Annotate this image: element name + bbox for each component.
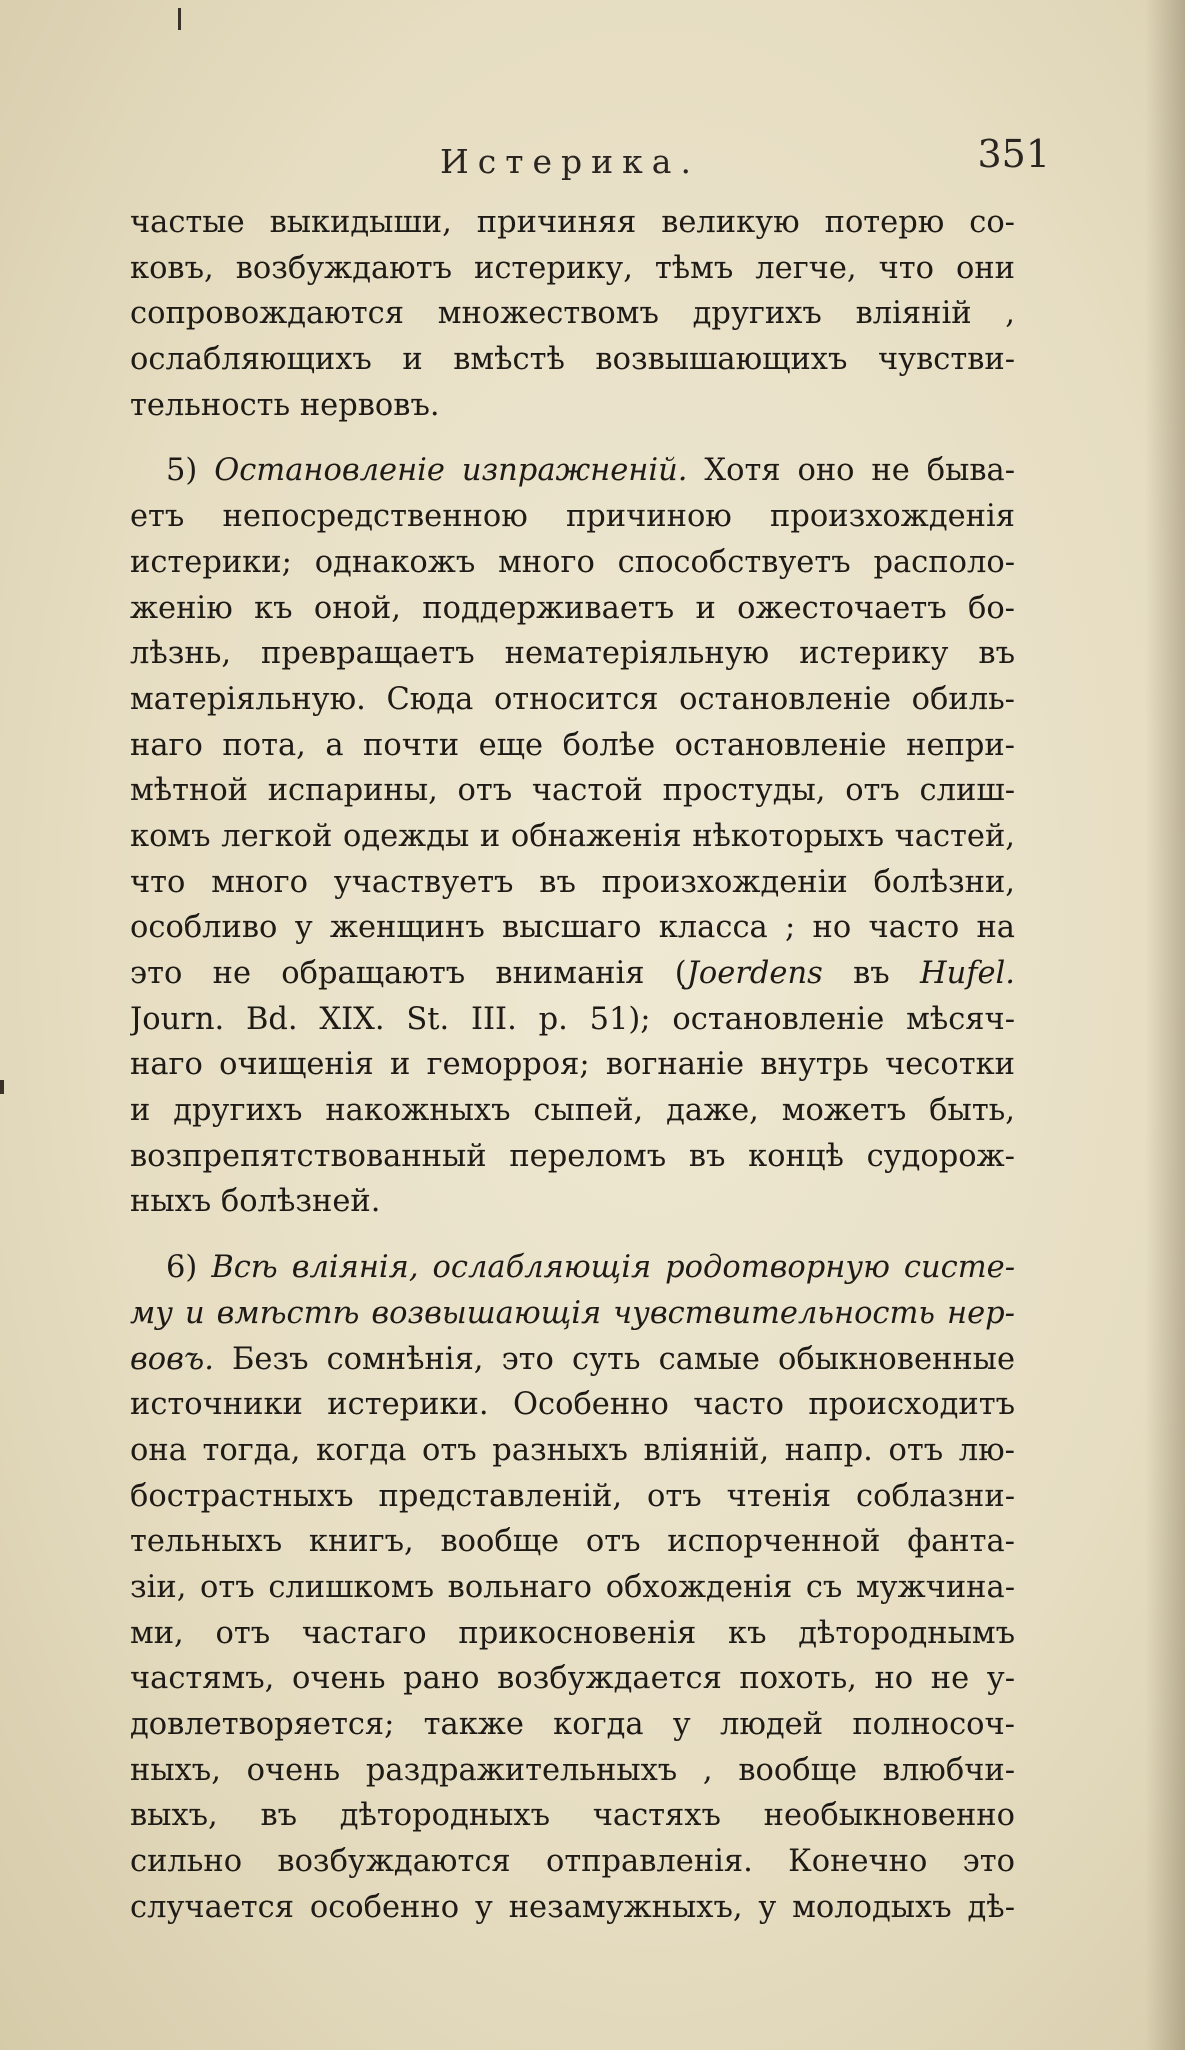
text-line: бострастныхъ представленій, отъ чтенія соблазни-: [130, 1478, 1015, 1514]
running-title: Истерика.: [440, 142, 700, 181]
item-number: 5): [166, 453, 198, 489]
text-line: сильно возбуждаются отправленія. Конечно это: [130, 1844, 1015, 1880]
paragraph-gap: [130, 428, 1015, 448]
text-line: мѣтной испарины, отъ частой простуды, отъ слиш-: [130, 773, 1015, 809]
text-line: ковъ, возбуждаютъ истерику, тѣмъ легче, что они: [130, 250, 1015, 286]
text-line: выхъ, въ дѣтородныхъ частяхъ необыкновенно: [130, 1798, 1015, 1834]
scan-mark: [178, 8, 181, 30]
text-line: тельность нервовъ.: [130, 387, 440, 423]
text-line: что много участвуетъ въ произхожденіи болѣзни,: [130, 864, 1015, 900]
text-run: это не обращаютъ вниманія (: [130, 956, 687, 991]
citation-journal: Hufel.: [919, 956, 1015, 991]
text-line: особливо у женщинъ высшаго класса ; но часто на: [130, 910, 1015, 946]
text-line: она тогда, когда отъ разныхъ вліяній, напр. отъ лю-: [130, 1432, 1015, 1468]
text-line: ныхъ, очень раздражительныхъ , вообще влюбчи-: [130, 1752, 1015, 1788]
citation-line: [130, 951, 1015, 997]
text-line: наго очищенія и геморроя; вогнаніе внутрь чесотки: [130, 1047, 1015, 1083]
text-line: источники истерики. Особенно часто происходитъ: [130, 1387, 1015, 1423]
page-header: [130, 130, 1050, 190]
italic-heading: Всѣ вліянія, ослабляющія родотворную систе-: [211, 1250, 1015, 1286]
citation-author: Joerdens: [686, 956, 823, 991]
text-line: Journ. Bd. XIX. St. III. p. 51); остановленіе мѣсяч-: [130, 1001, 1015, 1037]
paragraph-gap: [130, 1225, 1015, 1245]
paragraph-first-line: [130, 448, 1015, 494]
text-line: возпрепятствованный переломъ въ концѣ судорож-: [130, 1138, 1015, 1174]
text-line: довлетворяется; также когда у людей полносоч-: [130, 1707, 1015, 1742]
text-line: наго пота, а почти еще болѣе остановленіе непри-: [130, 727, 1015, 763]
item-number: 6): [166, 1250, 198, 1286]
italic-heading-line: му и вмѣстѣ возвышающія чувствительность нер-: [130, 1295, 1015, 1331]
paragraph-first-line: [130, 1245, 1015, 1291]
text-run: Безъ сомнѣнія, это суть самые обыкновенные: [213, 1341, 1015, 1377]
text-line: ми, отъ частаго прикосновенія къ дѣтороднымъ: [130, 1615, 1015, 1651]
text-line: [130, 1337, 1015, 1383]
italic-heading-end: вовъ.: [130, 1341, 214, 1377]
text-line: тельныхъ книгъ, вообще отъ испорченной фанта-: [130, 1524, 1015, 1560]
text-line: истерики; однакожъ много способствуетъ располо-: [130, 544, 1015, 580]
scan-mark: [0, 1080, 4, 1094]
text-line: матеріяльную. Сюда относится остановленіе обиль-: [130, 681, 1015, 717]
text-line: и другихъ накожныхъ сыпей, даже, можетъ быть,: [130, 1093, 1015, 1129]
page-edge-shadow: [1145, 0, 1185, 2050]
text-line: етъ непосредственною причиною произхожденія: [130, 499, 1015, 535]
italic-heading: Остановленіе изпражненій.: [214, 453, 688, 489]
text-line: ослабляющихъ и вмѣстѣ возвышающихъ чувстви-: [130, 342, 1015, 378]
text-line: женію къ оной, поддерживаетъ и ожесточаетъ бо-: [130, 590, 1015, 626]
text-run: Хотя оно не быва-: [704, 453, 1015, 489]
text-line: частые выкидыши, причиняя великую потерю со-: [130, 205, 1015, 240]
text-line: ныхъ болѣзней.: [130, 1184, 381, 1220]
text-line: зіи, отъ слишкомъ вольнаго обхожденія съ мужчина-: [130, 1569, 1015, 1605]
text-line: лѣзнь, превращаетъ нематеріяльную истерику въ: [130, 636, 1015, 672]
text-line: комъ легкой одежды и обнаженія нѣкоторыхъ частей,: [130, 818, 1015, 854]
body-text: [130, 200, 1015, 1930]
text-line: сопровождаются множествомъ другихъ вліяній ,: [130, 296, 1015, 332]
text-line: частямъ, очень рано возбуждается похоть, но не у-: [130, 1661, 1015, 1697]
text-line: случается особенно у незамужныхъ, у молодыхъ дѣ-: [130, 1889, 1015, 1925]
text-run: въ: [822, 956, 920, 991]
page-number: 351: [977, 132, 1050, 176]
